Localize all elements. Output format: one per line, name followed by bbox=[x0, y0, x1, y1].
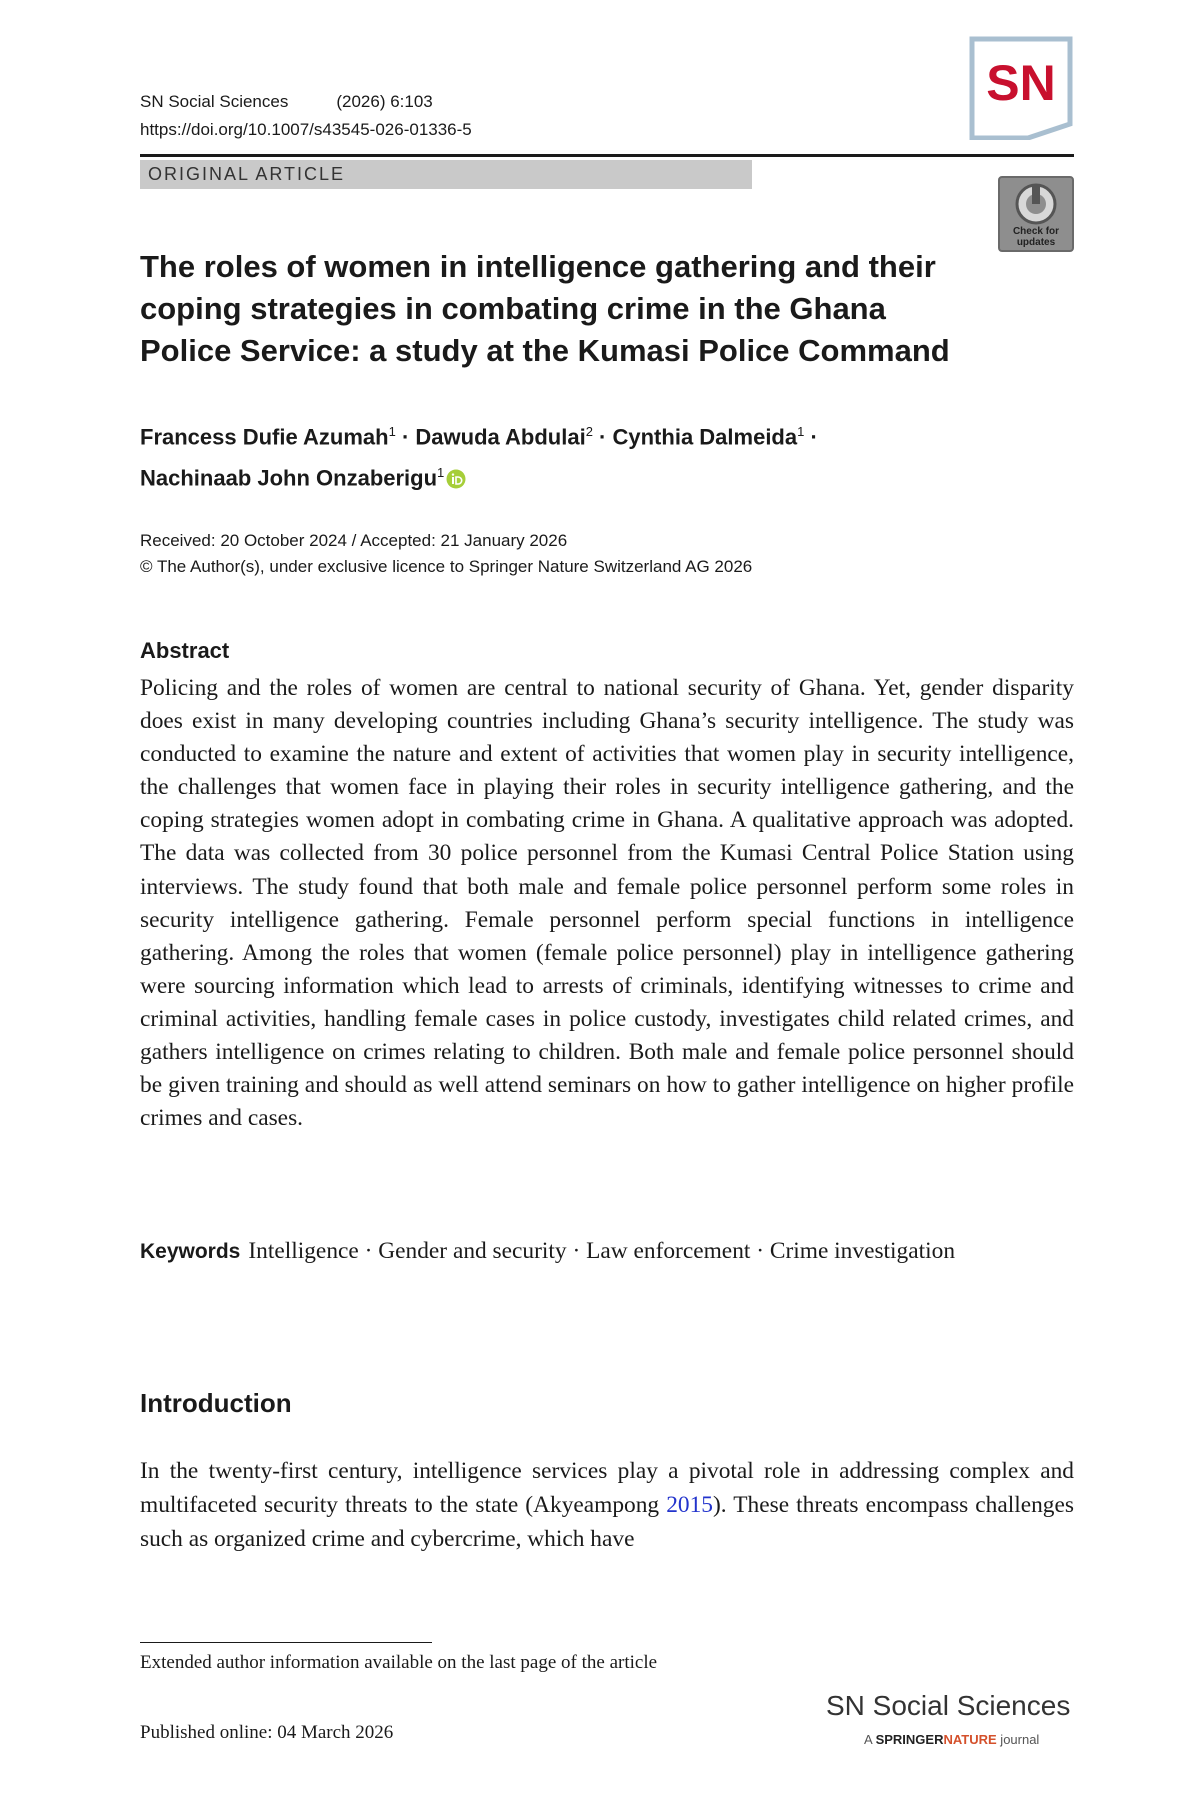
citation-link[interactable]: 2015 bbox=[666, 1492, 713, 1518]
footnote-rule bbox=[140, 1642, 432, 1643]
doi-link[interactable]: https://doi.org/10.1007/s43545-026-01336-5 bbox=[140, 120, 472, 139]
check-for-updates-line1: Check for bbox=[1012, 226, 1060, 237]
header-rule bbox=[140, 154, 1074, 157]
author-affiliation: 1 bbox=[437, 465, 445, 481]
publisher-suffix: journal bbox=[996, 1732, 1040, 1747]
author-separator: · bbox=[804, 424, 818, 450]
publisher-nature: NATURE bbox=[943, 1732, 997, 1747]
intro-text-after: ). These threats encompass challenges such as organized crime and cybercrime, which have bbox=[140, 1492, 1074, 1552]
article-type-label: ORIGINAL ARTICLE bbox=[148, 164, 346, 184]
publisher-springer: SPRINGER bbox=[875, 1732, 944, 1747]
author-separator: · bbox=[395, 424, 416, 450]
abstract-heading: Abstract bbox=[140, 638, 230, 663]
author-affiliation: 2 bbox=[585, 424, 593, 439]
volume-info: (2026) 6:103 bbox=[336, 92, 433, 111]
author-name[interactable]: Francess Dufie Azumah bbox=[140, 424, 389, 450]
footer-publisher bbox=[864, 1732, 1039, 1747]
abstract-text: Policing and the roles of women are central to national security of Ghana. Yet, gender disparity does exist in many developing countries including Ghana’s security intelligence. The study was conducted to examine the nature and extent of activities that women play in security intelligence, the challenges that women face in playing their roles in security intelligence gathering, and the coping strategies women adopt in combating crime in Ghana. A qualitative approach was adopted. The data was collected from 30 police personnel from the Kumasi Central Police Station using interviews. The study found that both male and female police personnel perform some roles in security intelligence gathering. Female personnel perform special functions in intelligence gathering. Among the roles that women (female police personnel) play in intelligence gathering were sourcing information which lead to arrests of criminals, identifying witnesses to crime and criminal activities, handling female cases in police custody, investigates child related crimes, and gathers intelligence on crimes relating to children. Both male and female police personnel should be given training and should as well attend seminars on how to gather intelligence on higher profile crimes and cases. bbox=[140, 675, 1074, 1132]
author-affiliation: 1 bbox=[797, 424, 805, 439]
footnote: Extended author information available on the last page of the article bbox=[140, 1652, 658, 1673]
sn-logo-text: SN bbox=[986, 55, 1056, 111]
received-accepted-dates: Received: 20 October 2024 / Accepted: 21 January 2026 bbox=[140, 531, 568, 550]
author-separator: · bbox=[592, 424, 613, 450]
keywords-text: Intelligence · Gender and security · Law enforcement · Crime investigation bbox=[248, 1238, 956, 1264]
copyright-notice: © The Author(s), under exclusive licence to Springer Nature Switzerland AG 2026 bbox=[140, 557, 753, 576]
journal-name: SN Social Sciences bbox=[140, 92, 289, 111]
author-name[interactable]: Nachinaab John Onzaberigu bbox=[140, 465, 438, 491]
keywords-label: Keywords bbox=[140, 1240, 241, 1263]
publication-dates bbox=[140, 528, 752, 580]
sn-journal-logo bbox=[968, 36, 1074, 140]
keywords bbox=[140, 1234, 1074, 1269]
article-type-bar bbox=[140, 160, 752, 189]
introduction-heading: Introduction bbox=[140, 1388, 292, 1418]
check-for-updates-icon[interactable] bbox=[998, 176, 1074, 252]
publisher-prefix: A bbox=[864, 1732, 876, 1747]
orcid-icon[interactable] bbox=[446, 469, 466, 489]
introduction-text bbox=[140, 1454, 1074, 1556]
author-name[interactable]: Cynthia Dalmeida bbox=[612, 424, 798, 450]
author-list bbox=[140, 414, 1040, 497]
author-name[interactable]: Dawuda Abdulai bbox=[415, 424, 586, 450]
journal-citation bbox=[140, 92, 433, 112]
footer-journal-name: SN Social Sciences bbox=[826, 1690, 1071, 1721]
author-affiliation: 1 bbox=[388, 424, 396, 439]
intro-text-before: In the twenty-first century, intelligence services play a pivotal role in addressing complex and multifaceted security threats to the state (Akyeampong bbox=[140, 1458, 1074, 1518]
published-online: Published online: 04 March 2026 bbox=[140, 1722, 394, 1743]
paper-title: The roles of women in intelligence gathering and their coping strategies in combating crime in the Ghana Police Service: a study at the Kumasi Police Command bbox=[140, 249, 950, 368]
check-for-updates-line2: updates bbox=[1016, 237, 1056, 248]
